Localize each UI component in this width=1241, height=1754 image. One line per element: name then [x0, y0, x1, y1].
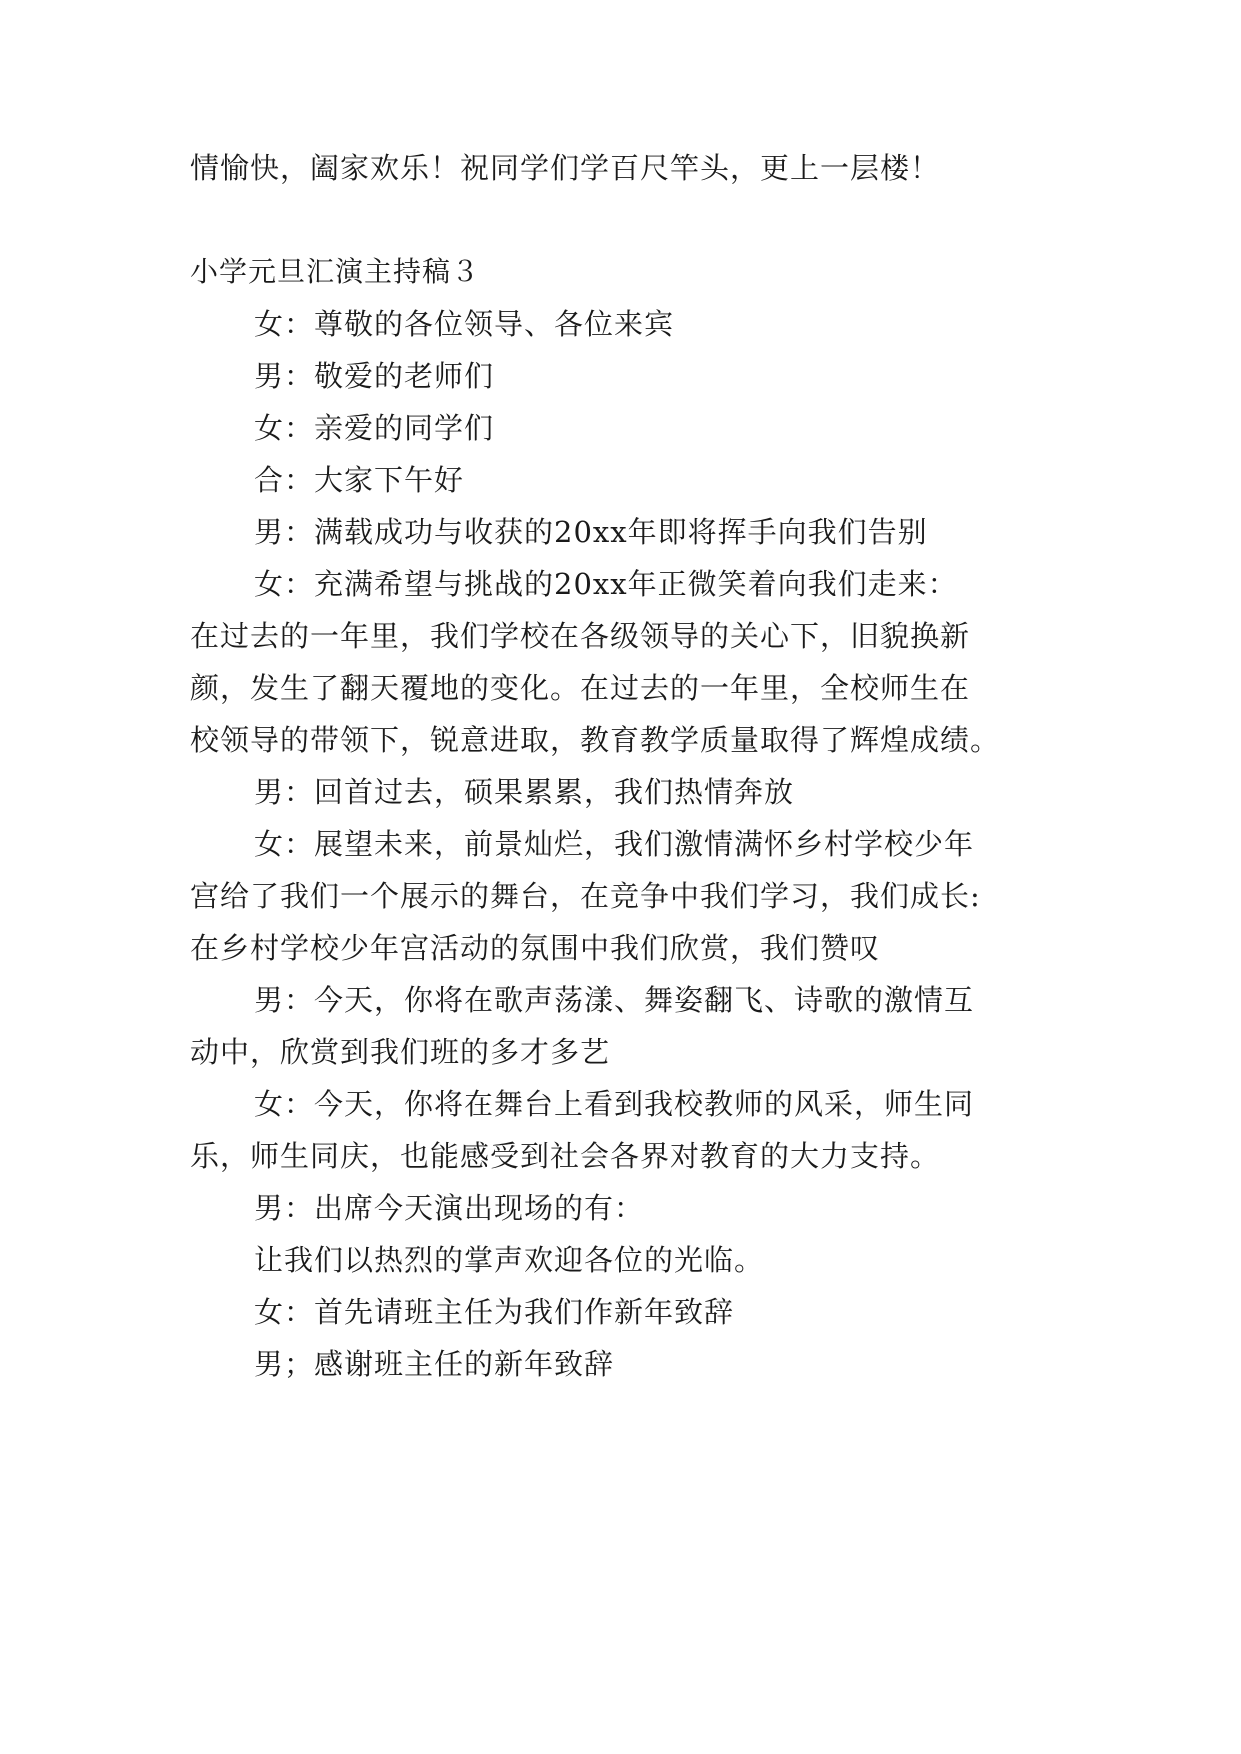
paragraph-line: 乐，师生同庆，也能感受到社会各界对教育的大力支持。	[190, 1139, 941, 1173]
dialogue-line: 女：尊敬的各位领导、各位来宾	[254, 307, 675, 341]
dialogue-line: 男：敬爱的老师们	[254, 359, 495, 393]
dialogue-line: 女：首先请班主任为我们作新年致辞	[254, 1295, 735, 1329]
dialogue-line: 男：满载成功与收获的20xx年即将挥手向我们告别	[254, 515, 928, 549]
dialogue-line: 合：大家下午好	[254, 463, 465, 497]
paragraph-line: 在过去的一年里，我们学校在各级领导的关心下，旧貌换新	[190, 619, 971, 653]
paragraph-line: 情愉快，阖家欢乐！祝同学们学百尺竿头，更上一层楼！	[190, 151, 941, 185]
dialogue-line: 女：今天，你将在舞台上看到我校教师的风采，师生同	[254, 1087, 975, 1121]
dialogue-line: 女：展望未来，前景灿烂，我们激情满怀乡村学校少年	[254, 827, 975, 861]
paragraph-line: 动中，欣赏到我们班的多才多艺	[190, 1035, 611, 1069]
paragraph-line: 宫给了我们一个展示的舞台，在竞争中我们学习，我们成长:	[190, 879, 981, 913]
paragraph-line: 在乡村学校少年宫活动的氛围中我们欣赏，我们赞叹	[190, 931, 881, 965]
dialogue-line: 男：今天，你将在歌声荡漾、舞姿翻飞、诗歌的激情互	[254, 983, 975, 1017]
paragraph-line: 颜，发生了翻天覆地的变化。在过去的一年里，全校师生在	[190, 671, 971, 705]
section-heading: 小学元旦汇演主持稿３	[190, 255, 481, 288]
dialogue-line: 男：出席今天演出现场的有：	[254, 1191, 645, 1225]
dialogue-line: 男；感谢班主任的新年致辞	[254, 1347, 615, 1381]
dialogue-line: 女：充满希望与挑战的20xx年正微笑着向我们走来：	[254, 567, 958, 601]
paragraph-line: 校领导的带领下，锐意进取，教育教学质量取得了辉煌成绩。	[190, 723, 1001, 757]
dialogue-line: 让我们以热烈的掌声欢迎各位的光临。	[254, 1243, 765, 1277]
dialogue-line: 男：回首过去，硕果累累，我们热情奔放	[254, 775, 795, 809]
dialogue-line: 女：亲爱的同学们	[254, 411, 495, 445]
